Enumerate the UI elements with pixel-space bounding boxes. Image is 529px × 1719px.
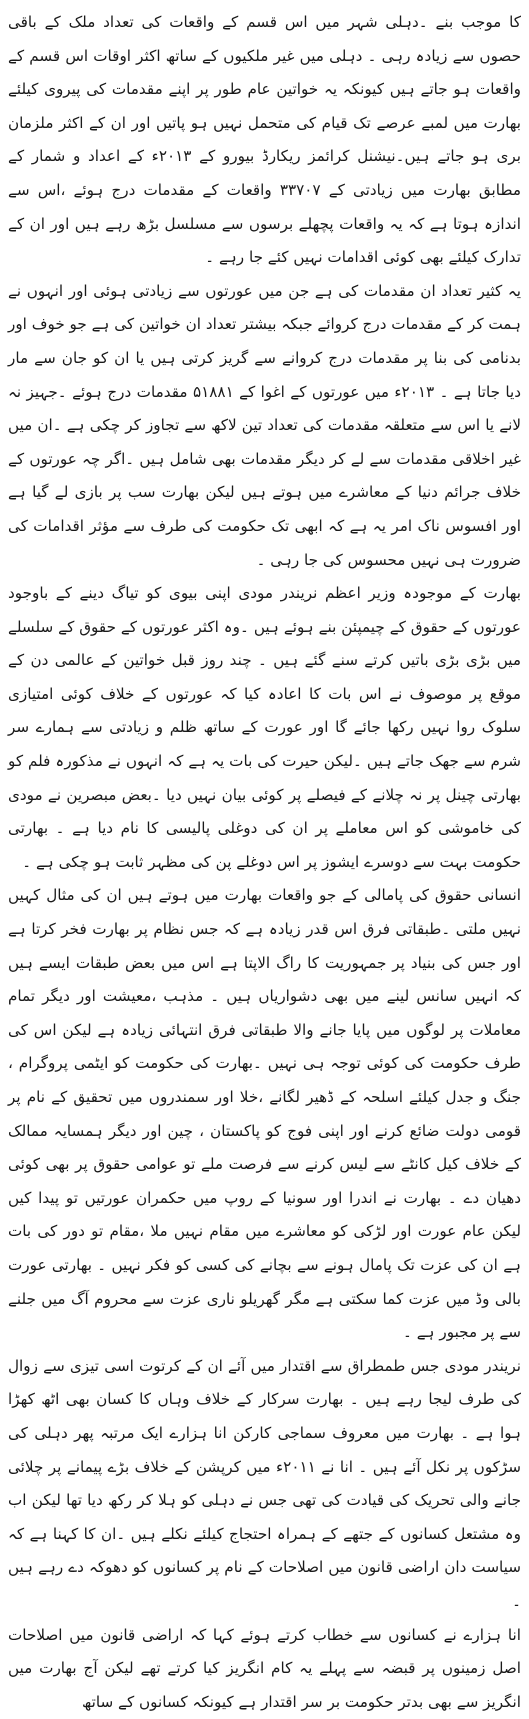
article-paragraph: کا موجب بنے ۔دہلی شہر میں اس قسم کے واقعات کی تعداد ملک کے باقی حصوں سے زیادہ رہی ۔ دہلی میں غیر ملکیوں کے ساتھ اکثر اوقات اس قسم کے واقعات ہو جاتے ہیں کیونکہ یہ خواتین عام طور پر اپنے مقدمات کی پیروی کیلئے بھارت میں لمبے عرصے تک قیام کی متحمل نہیں ہو پاتیں اور ان کے اکثر ملزمان بری ہو جاتے ہیں۔نیشنل کرائمز ریکارڈ بیورو کے ۲۰۱۳ء کے اعداد و شمار کے مطابق بھارت میں زیادتی کے ۳۳۷۰۷ واقعات کے مقدمات درج ہوئے ،اس سے اندازہ ہوتا ہے کہ یہ واقعات پچھلے برسوں سے مسلسل بڑھ رہے ہیں اور ان کے تدارک کیلئے بھی کوئی اقدامات نہیں کئے جا رہے ۔ xyxy=(8,6,521,275)
article-paragraph: بھارت کے موجودہ وزیر اعظم نریندر مودی اپنی بیوی کو تیاگ دینے کے باوجود عورتوں کے حقوق کے چیمپئن بنے ہوئے ہیں ۔وہ اکثر عورتوں کے حقوق کے سلسلے میں بڑی بڑی باتیں کرتے سنے گئے ہیں ۔ چند روز قبل خواتین کے عالمی دن کے موقع پر موصوف نے اس بات کا اعادہ کیا کہ عورتوں کے خلاف کوئی امتیازی سلوک روا نہیں رکھا جائے گا اور عورت کے ساتھ ظلم و زیادتی سے ہمارے سر شرم سے جھک جاتے ہیں ۔لیکن حیرت کی بات یہ ہے کہ انہوں نے مذکورہ فلم کو بھارتی چینل پر نہ چلانے کے فیصلے پر کوئی بیان نہیں دیا ۔بعض مبصرین نے مودی کی خاموشی کو اس معاملے پر ان کی دوغلی پالیسی کا نام دیا ہے ۔ بھارتی حکومت بہت سے دوسرے ایشوز پر اس دوغلے پن کی مظہر ثابت ہو چکی ہے ۔ xyxy=(8,577,521,879)
article-paragraph: انسانی حقوق کی پامالی کے جو واقعات بھارت میں ہوتے ہیں ان کی مثال کہیں نہیں ملتی ۔طبقاتی فرق اس قدر زیادہ ہے کہ جس نظام پر بھارت فخر کرتا ہے اور جس کی بنیاد پر جمہوریت کا راگ الاپتا ہے اس میں بعض طبقات ایسے ہیں کہ انہیں سانس لینے میں بھی دشواریاں ہیں ۔ مذہب ،معیشت اور دیگر تمام معاملات پر لوگوں میں پایا جانے والا طبقاتی فرق انتہائی زیادہ ہے لیکن اس کی طرف حکومت کی کوئی توجہ ہی نہیں ۔بھارت کی حکومت کو ایٹمی پروگرام ، جنگ و جدل کیلئے اسلحہ کے ڈھیر لگانے ،خلا اور سمندروں میں تحقیق کے نام پر قومی دولت ضائع کرنے اور اپنی فوج کو پاکستان ، چین اور دیگر ہمسایہ ممالک کے خلاف کیل کانٹے سے لیس کرنے سے فرصت ملے تو عوامی حقوق پر بھی کوئی دھیان دے ۔ بھارت نے اندرا اور سونیا کے روپ میں حکمران عورتیں تو پیدا کیں لیکن عام عورت اور لڑکی کو معاشرے میں مقام نہیں ملا ،مقام تو دور کی بات ہے ان کی عزت تک پامال ہونے سے بچانے کی کسی کو فکر نہیں ۔ بھارتی عورت بالی وڈ میں عزت کما سکتی ہے مگر گھریلو ناری عزت سے محروم آگ میں جلنے سے پر مجبور ہے ۔ xyxy=(8,879,521,1349)
article-paragraph: انا ہزارے نے کسانوں سے خطاب کرتے ہوئے کہا کہ اراضی قانون میں اصلاحات اصل زمینوں پر قبضہ سے پہلے یہ کام انگریز کیا کرتے تھے لیکن آج بھارت میں انگریز سے بھی بدتر حکومت بر سر اقتدار ہے کیونکہ کسانوں کے ساتھ xyxy=(8,1619,521,1719)
article-paragraph: یہ کثیر تعداد ان مقدمات کی ہے جن میں عورتوں سے زیادتی ہوئی اور انہوں نے ہمت کر کے مقدمات درج کروائے جبکہ بیشتر تعداد ان خواتین کی ہے جو خوف اور بدنامی کی بنا پر مقدمات درج کروانے سے گریز کرتی ہیں یا ان کو جان سے مار دیا جاتا ہے ۔ ۲۰۱۳ء میں عورتوں کے اغوا کے ۵۱۸۸۱ مقدمات درج ہوئے ۔جہیز نہ لانے یا اس سے متعلقہ مقدمات کی تعداد تین لاکھ سے تجاوز کر چکی ہے ۔ان میں غیر اخلاقی مقدمات سے لے کر دیگر مقدمات بھی شامل ہیں ۔اگر چہ عورتوں کے خلاف جرائم دنیا کے معاشرے میں ہوتے ہیں لیکن بھارت سب پر بازی لے گیا ہے اور افسوس ناک امر یہ ہے کہ ابھی تک حکومت کی طرف سے مؤثر اقدامات کی ضرورت ہی نہیں محسوس کی جا رہی ۔ xyxy=(8,275,521,577)
article-paragraph: نریندر مودی جس طمطراق سے اقتدار میں آئے ان کے کرتوت اسی تیزی سے زوال کی طرف لیجا رہے ہیں ۔ بھارت سرکار کے خلاف وہاں کا کسان بھی اٹھ کھڑا ہوا ہے ۔ بھارت میں معروف سماجی کارکن انا ہزارے ایک مرتبہ پھر دہلی کی سڑکوں پر نکل آئے ہیں ۔ انا نے ۲۰۱۱ء میں کرپشن کے خلاف بڑے پیمانے پر چلائی جانے والی تحریک کی قیادت کی تھی جس نے دہلی کو ہلا کر رکھ دیا تھا لیکن اب وہ مشتعل کسانوں کے جتھے کے ہمراہ احتجاج کیلئے نکلے ہیں ۔ان کا کہنا ہے کہ سیاست دان اراضی قانون میں اصلاحات کے نام پر کسانوں کو دھوکہ دے رہے ہیں ۔ xyxy=(8,1350,521,1619)
